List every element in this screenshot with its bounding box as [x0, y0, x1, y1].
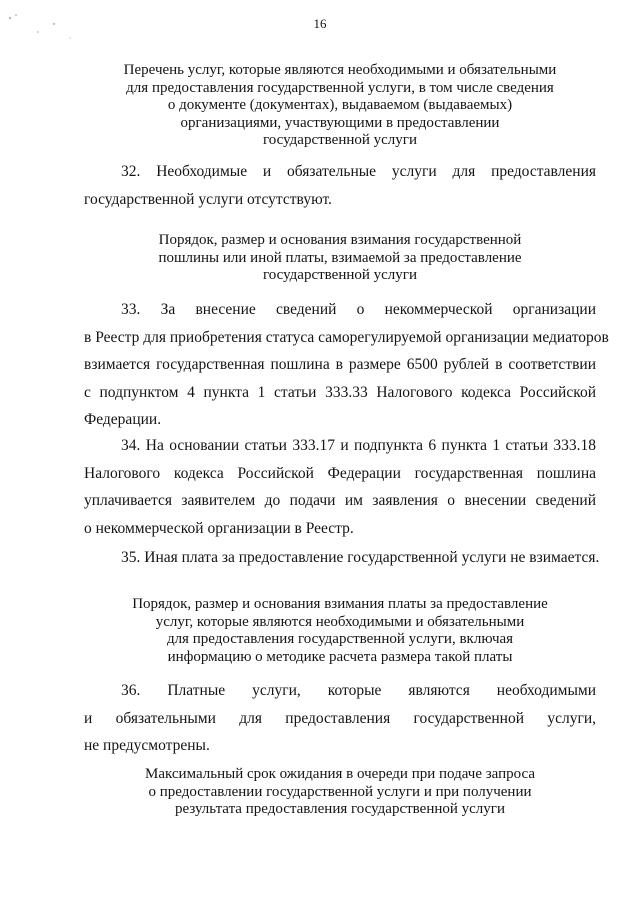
- heading-line: о предоставлении государственной услуги и при получении: [148, 783, 532, 800]
- section-heading-queue-time: [90, 766, 590, 819]
- heading-line: для предоставления государственной услуги, включая: [166, 631, 514, 647]
- paragraph-line: взимается государственная пошлина в размере 6500 рублей в соответствии: [84, 356, 596, 374]
- heading-line: Порядок, размер и основания взимания государственной: [158, 232, 522, 248]
- heading-line: государственной услуги: [263, 267, 417, 283]
- paragraph-36: [84, 677, 596, 760]
- paragraph-line: Федерации.: [84, 411, 162, 429]
- heading-line: для предоставления государственной услуги, в том числе сведения: [126, 79, 554, 96]
- paragraph-line: 35. Иная плата за предоставление государственной услуги не взимается.: [121, 549, 600, 566]
- paragraph-line: 32. Необходимые и обязательные услуги для предоставления: [121, 163, 596, 180]
- paragraph-32: [84, 158, 596, 213]
- section-heading-paid-services: [90, 596, 590, 666]
- heading-line: Максимальный срок ожидания в очереди при подаче запроса: [144, 766, 536, 782]
- heading-line: услуг, которые являются необходимыми и обязательными: [155, 613, 525, 630]
- heading-line: о документе (документах), выдаваемом (выдаваемых): [167, 97, 513, 113]
- paragraph-line: 36. Платные услуги, которые являются необходимыми: [121, 682, 596, 699]
- section-heading-state-fee: [90, 232, 590, 285]
- paragraph-line: не предусмотрены.: [84, 737, 210, 755]
- heading-line: организациями, участвующими в предоставлении: [180, 114, 500, 131]
- paragraph-line: 34. На основании статьи 333.17 и подпункта 6 пункта 1 статьи 333.18: [121, 437, 596, 454]
- heading-line: информацию о методике расчета размера такой платы: [167, 648, 513, 665]
- paragraph-line: государственной услуги отсутствуют.: [84, 190, 332, 208]
- heading-line: Перечень услуг, которые являются необходимыми и обязательными: [123, 62, 557, 78]
- paragraph-line: и обязательными для предоставления государственной услуги,: [84, 709, 596, 727]
- section-heading-required-services: [90, 62, 590, 150]
- heading-line: пошлины или иной платы, взимаемой за предоставление: [158, 249, 522, 266]
- paragraph-35: [84, 544, 600, 572]
- paragraph-line: 33. За внесение сведений о некоммерческой организации: [121, 301, 596, 318]
- page-number: 16: [313, 16, 327, 31]
- paragraph-line: уплачивается заявителем до подачи им заявления о внесении сведений: [84, 492, 596, 510]
- heading-line: Порядок, размер и основания взимания платы за предоставление: [132, 596, 548, 612]
- paragraph-line: о некоммерческой организации в Реестр.: [84, 519, 354, 537]
- paragraph-34: [84, 432, 596, 542]
- paragraph-33: [84, 296, 609, 434]
- heading-line: результата предоставления государственной услуги: [175, 801, 505, 817]
- paragraph-line: в Реестр для приобретения статуса саморегулируемой организации медиаторов: [84, 328, 609, 346]
- paragraph-line: с подпунктом 4 пункта 1 статьи 333.33 Налогового кодекса Российской: [84, 383, 596, 401]
- heading-line: государственной услуги: [263, 132, 417, 148]
- paragraph-line: Налогового кодекса Российской Федерации государственная пошлина: [84, 464, 596, 482]
